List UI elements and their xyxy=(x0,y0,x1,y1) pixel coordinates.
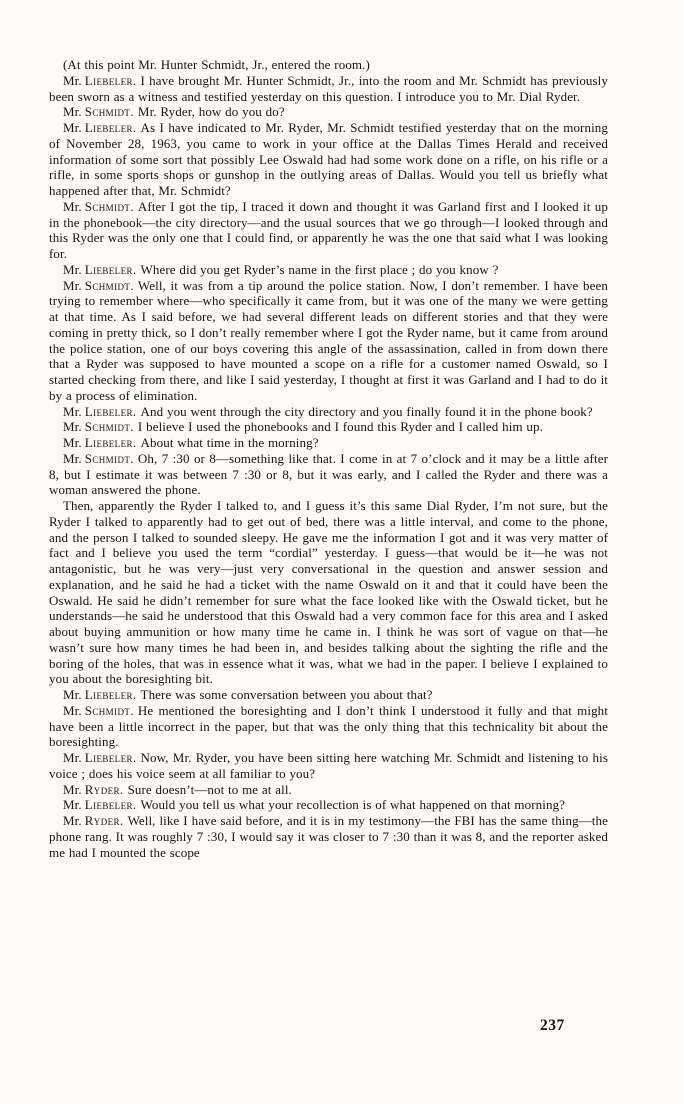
speaker-prefix: Mr. xyxy=(63,104,82,120)
speaker-prefix: Mr. xyxy=(63,687,82,702)
paragraph-text: After I got the tip, I traced it down and thought it was Garland first and I looked it up in the phonebook—the city directory—and the usual sources that we go through—I looked through and this Ryder was the only one that I could find, or apparently he was the one that said what I was looking for. xyxy=(49,198,608,261)
speech-paragraph xyxy=(49,703,608,750)
paragraph-text: He mentioned the boresighting and I don’t think I understood it fully and that might have been a little incorrect in the paper, but that was the only thing that this technicality bit about the boresighting. xyxy=(49,702,608,750)
speaker-name: Liebeler. xyxy=(84,687,137,702)
speaker-name: Liebeler. xyxy=(84,797,137,813)
speaker-name: Schmidt. xyxy=(84,277,134,293)
speaker-prefix: Mr. xyxy=(63,198,82,214)
speaker-name: Liebeler. xyxy=(84,403,137,419)
speaker-prefix: Mr. xyxy=(63,750,82,765)
speaker-prefix: Mr. xyxy=(63,120,82,135)
paragraph-text: And you went through the city directory and you finally found it in the phone book? xyxy=(140,403,593,419)
paragraph-text: Would you tell us what your recollection is of what happened on that morning? xyxy=(140,797,566,813)
paragraph-text: As I have indicated to Mr. Ryder, Mr. Schmidt testified yesterday that on the morning of November 28, 1963, you came to work in your office at the Dallas Times Herald and received information of some sort that possibly Lee Oswald had had some work done on a rifle, on his rifle or a rifle, in some sports shops or gunshop in the outlying areas of Dallas. Would you tell us briefly what happened after that, Mr. Schmidt? xyxy=(49,120,608,198)
speaker-prefix: Mr. xyxy=(63,781,82,797)
speech-paragraph xyxy=(49,451,608,498)
speaker-prefix: Mr. xyxy=(63,797,82,813)
speaker-name: Schmidt. xyxy=(84,450,134,466)
speech-paragraph xyxy=(49,120,608,199)
speaker-name: Schmidt. xyxy=(84,702,134,718)
speaker-prefix: Mr. xyxy=(63,435,82,450)
paragraph-text: Then, apparently the Ryder I talked to, and I guess it’s this same Dial Ryder, I’m not sure, but the Ryder I talked to apparently had to get out of bed, there was a little interval, and come to the phone, and the person I talked to sounded sleepy. He gave me the information I got and it was very matter of fact and I believe you used the term “cordial” yesterday. I guess—that would be it—he was not antagonistic, but he was very—just very conversational in the question and answer session and explanation, and he said he had a ticket with the name Oswald on it and that it could have been the Oswald. He said he didn’t remember for sure what the face looked like with the Oswald ticket, but he understands—he said he understood that this Oswald had a very common face for this area and I asked about buying ammunition or how many time he came in. I think he was sort of vague on that—he wasn’t sure how many times he had been in, and besides talking about the sighting the rifle and the boring of the holes, that was in essence what it was, what we had in the paper. I believe I explained to you about the boresighting bit. xyxy=(49,498,608,687)
speech-paragraph xyxy=(49,73,608,105)
speaker-prefix: Mr. xyxy=(63,403,82,419)
paragraph-text: I believe I used the phonebooks and I found this Ryder and I called him up. xyxy=(137,419,543,435)
speech-paragraph xyxy=(49,419,608,435)
speaker-name: Liebeler. xyxy=(84,120,137,135)
speaker-prefix: Mr. xyxy=(63,813,82,828)
speaker-name: Schmidt. xyxy=(84,198,134,214)
speaker-prefix: Mr. xyxy=(63,450,82,466)
stage-direction xyxy=(49,57,608,73)
speaker-name: Schmidt. xyxy=(84,419,134,435)
speech-paragraph xyxy=(49,687,608,703)
speaker-name: Liebeler. xyxy=(84,750,137,765)
speech-paragraph xyxy=(49,199,608,262)
paragraph-text: Well, like I have said before, and it is in my testimony—the FBI has the same thing—the phone rang. It was roughly 7 :30, I would say it was closer to 7 :30 than it was 8, and the reporter asked me had I mounted the scope xyxy=(49,813,608,860)
paragraph-text: Mr. Ryder, how do you do? xyxy=(137,104,285,120)
speaker-name: Ryder. xyxy=(84,813,124,828)
paragraph-text: I have brought Mr. Hunter Schmidt, Jr., into the room and Mr. Schmidt has previously been sworn as a witness and testified yesterday on this question. I introduce you to Mr. Dial Ryder. xyxy=(49,72,608,104)
paragraph-text: Now, Mr. Ryder, you have been sitting here watching Mr. Schmidt and listening to his voice ; does his voice seem at all familiar to you? xyxy=(49,750,608,781)
speech-paragraph xyxy=(49,750,608,782)
speaker-prefix: Mr. xyxy=(63,702,82,718)
speech-paragraph xyxy=(49,278,608,404)
speaker-name: Schmidt. xyxy=(84,104,134,120)
speaker-name: Ryder. xyxy=(84,781,124,797)
speech-paragraph xyxy=(49,104,608,120)
speaker-prefix: Mr. xyxy=(63,419,82,435)
paragraph-text: Well, it was from a tip around the police station. Now, I don’t remember. I have been trying to remember where—who specifically it came from, but it was one of the many we were getting at that time. As I said before, we had several different leads on different stories and that they were coming in pretty thick, so I don’t really remember where I got the Ryder name, but it came from around the police station, one of our boys covering this angle of the assassination, called in from down there that a Ryder was supposed to have mounted a scope on a rifle for a customer named Oswald, so I started checking from there, and like I said yesterday, I thought at first it was Garland and I had to do it by a process of elimination. xyxy=(49,277,608,403)
speaker-prefix: Mr. xyxy=(63,277,82,293)
paragraph-text: About what time in the morning? xyxy=(140,435,319,450)
speaker-prefix: Mr. xyxy=(63,261,82,277)
speaker-name: Liebeler. xyxy=(84,435,137,450)
speech-paragraph xyxy=(49,435,608,451)
paragraph-text: (At this point Mr. Hunter Schmidt, Jr., entered the room.) xyxy=(63,57,370,72)
speech-continuation-paragraph xyxy=(49,498,608,687)
page-number: 237 xyxy=(540,1017,565,1034)
paragraph-text: Oh, 7 :30 or 8—something like that. I come in at 7 o’clock and it may be a little after 8, but I estimate it was between 7 :30 or 8, but it was early, and I called the Ryder and there was a woman answered the phone. xyxy=(49,450,608,498)
speech-paragraph xyxy=(49,782,608,798)
transcript-body xyxy=(49,57,608,860)
speaker-name: Liebeler. xyxy=(84,261,137,277)
speaker-name: Liebeler. xyxy=(84,72,137,88)
speech-paragraph xyxy=(49,797,608,813)
paragraph-text: Sure doesn’t—not to me at all. xyxy=(127,781,292,797)
speech-paragraph xyxy=(49,813,608,860)
paragraph-text: Where did you get Ryder’s name in the first place ; do you know ? xyxy=(140,261,499,277)
paragraph-text: There was some conversation between you about that? xyxy=(140,687,433,702)
speech-paragraph xyxy=(49,262,608,278)
speaker-prefix: Mr. xyxy=(63,72,82,88)
speech-paragraph xyxy=(49,404,608,420)
